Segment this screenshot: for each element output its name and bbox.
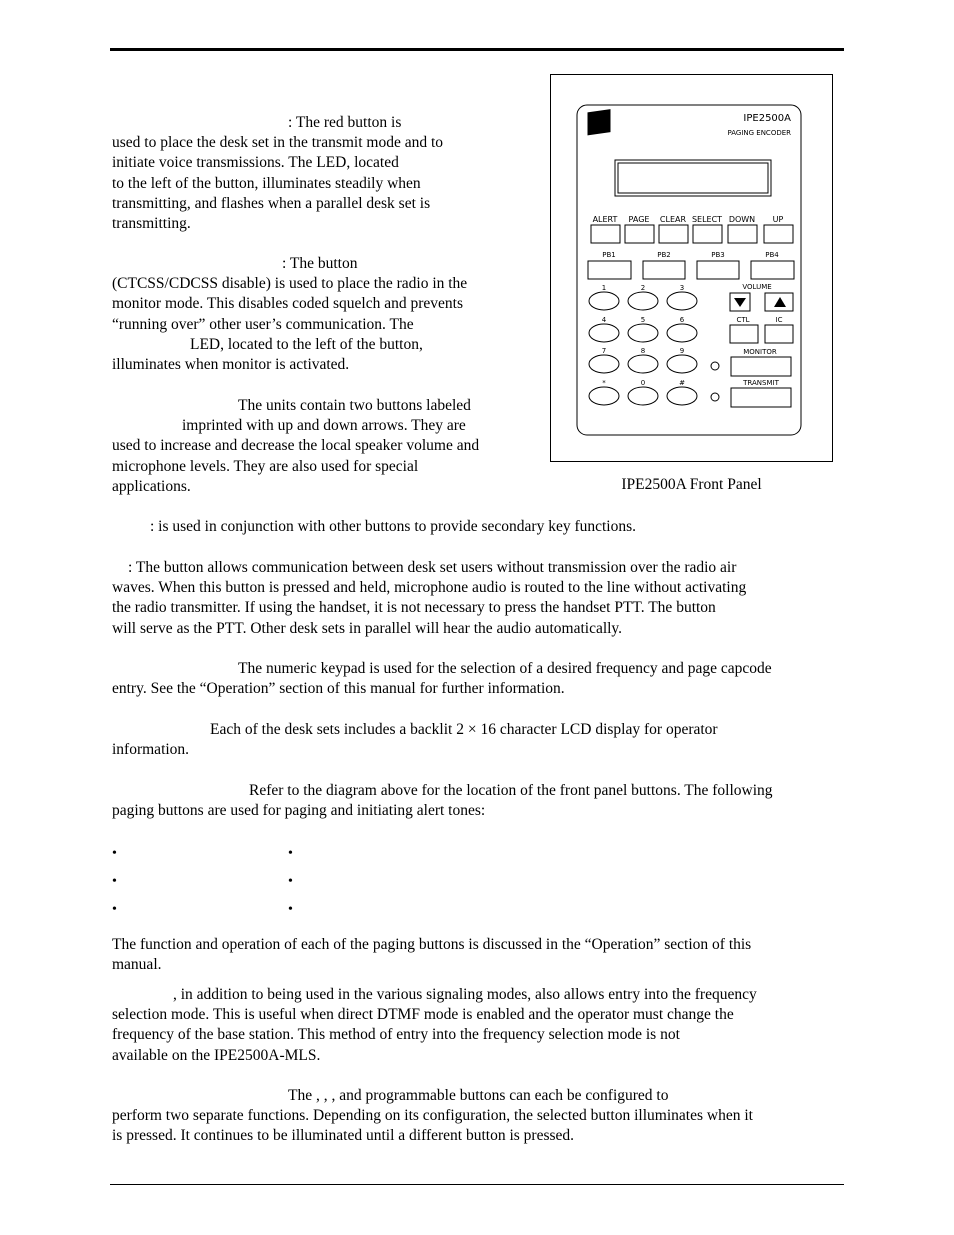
key-label: 5 (640, 316, 646, 324)
text-line: manual. (112, 956, 162, 974)
monitor-paragraph (112, 254, 467, 375)
transmit-paragraph (112, 113, 443, 234)
text-line: entry. See the “Operation” section of this manual for further information. (112, 680, 565, 698)
text-line: , in addition to being used in the various signaling modes, also allows entry into the frequency (173, 986, 757, 1003)
key-label: 9 (679, 347, 685, 355)
ic-label: IC (775, 316, 783, 324)
text-line: “running over” other user’s communication. The (112, 315, 414, 333)
ctl-label: CTL (736, 316, 750, 324)
page-label: PAGE (628, 215, 650, 224)
up-arrow-icon (774, 297, 786, 307)
text-line: the radio transmitter. If using the handset, it is not necessary to press the handset PTT. The button (112, 599, 716, 617)
text-line: : is used in conjunction with other buttons to provide secondary key functions. (150, 518, 637, 535)
text-line: imprinted with up and down arrows. They are (182, 417, 466, 435)
footer-rule (110, 1184, 844, 1185)
pb3-label: PB3 (711, 251, 725, 259)
front-panel-drawing (551, 75, 832, 461)
function-paragraph (112, 935, 751, 975)
lcd-paragraph (112, 720, 718, 760)
bullet: • (288, 902, 293, 917)
programmable-paragraph (112, 1086, 753, 1147)
key-label: 1 (601, 284, 607, 292)
subtitle-label: PAGING ENCODER (727, 129, 791, 137)
clear-label: CLEAR (659, 215, 687, 224)
key-label: # (679, 379, 685, 387)
monitor-label: MONITOR (743, 348, 777, 356)
pb2-label: PB2 (657, 251, 671, 259)
bullet: • (112, 846, 117, 861)
text-line: waves. When this button is pressed and held, microphone audio is routed to the line without activating (112, 579, 747, 597)
key-label: 7 (601, 347, 607, 355)
ctl-paragraph (150, 517, 636, 537)
text-line: The , , , and programmable buttons can each be configured to (288, 1087, 669, 1104)
figure-caption: IPE2500A Front Panel (621, 476, 762, 493)
front-panel-figure (550, 74, 833, 462)
volume-paragraph (112, 396, 479, 497)
text-line: transmitting, and flashes when a parallel desk set is (112, 194, 431, 212)
key-label: * (602, 379, 606, 387)
pb1-label: PB1 (602, 251, 616, 259)
volume-label: VOLUME (742, 283, 772, 291)
text-line: perform two separate functions. Depending on its configuration, the selected button illuminates when it (112, 1107, 753, 1125)
text-line: paging buttons are used for paging and initiating alert tones: (112, 802, 486, 820)
text-line: : The button (282, 255, 358, 272)
text-line: The units contain two buttons labeled (238, 397, 471, 414)
select-label: SELECT (691, 215, 723, 224)
text-line: LED, located to the left of the button, (190, 335, 423, 353)
model-label: IPE2500A (743, 113, 791, 124)
bullet: • (112, 902, 117, 917)
text-line: : The button allows communication between desk set users without transmission over the radio air (128, 559, 737, 576)
text-line: microphone levels. They are also used for special (112, 457, 419, 475)
text-line: initiate voice transmissions. The LED, located (112, 154, 399, 172)
bullet: • (288, 846, 293, 861)
key-label: 6 (679, 316, 685, 324)
keypad-paragraph (112, 659, 772, 699)
alert-label: ALERT (592, 215, 618, 224)
logo-icon (588, 110, 610, 135)
text-line: will serve as the PTT. Other desk sets in parallel will hear the audio automatically. (112, 619, 623, 637)
text-line: monitor mode. This disables coded squelch and prevents (112, 295, 463, 313)
text-line: : The red button is (288, 114, 402, 131)
ic-paragraph (112, 558, 746, 639)
text-line: Each of the desk sets includes a backlit 2 × 16 character LCD display for operator (210, 721, 718, 738)
text-line: to the left of the button, illuminates steadily when (112, 174, 421, 192)
text-line: available on the IPE2500A-MLS. (112, 1046, 321, 1064)
text-line: used to place the desk set in the transmit mode and to (112, 134, 444, 152)
key-label: 8 (640, 347, 646, 355)
text-line: illuminates when monitor is activated. (112, 356, 350, 374)
bullet: • (288, 874, 293, 889)
text-line: transmitting. (112, 215, 191, 233)
text-line: Refer to the diagram above for the location of the front panel buttons. The following (249, 782, 773, 799)
text-line: (CTCSS/CDCSS disable) is used to place the radio in the (112, 275, 468, 293)
text-line: is pressed. It continues to be illuminated until a different button is pressed. (112, 1127, 575, 1145)
header-rule (110, 48, 844, 51)
up-label: UP (772, 215, 784, 224)
text-line: selection mode. This is useful when direct DTMF mode is enabled and the operator must change the (112, 1006, 734, 1024)
lcd-inner (618, 163, 768, 193)
text-line: frequency of the base station. This method of entry into the frequency selection mode is not (112, 1026, 680, 1044)
text-line: The function and operation of each of the paging buttons is discussed in the “Operation” section of this (112, 936, 752, 953)
key-label: 4 (601, 316, 607, 324)
select-paragraph (112, 985, 757, 1066)
text-line: information. (112, 741, 190, 759)
transmit-label: TRANSMIT (743, 379, 779, 387)
bullet: • (112, 874, 117, 889)
key-label: 2 (640, 284, 646, 292)
lcd-display (615, 160, 771, 196)
text-line: applications. (112, 477, 191, 495)
paging-paragraph (112, 781, 773, 821)
key-label: 3 (679, 284, 685, 292)
pb4-label: PB4 (765, 251, 779, 259)
key-label: 0 (640, 379, 646, 387)
text-line: The numeric keypad is used for the selection of a desired frequency and page capcode (238, 660, 772, 677)
down-label: DOWN (728, 215, 756, 224)
down-arrow-icon (734, 298, 746, 307)
text-line: used to increase and decrease the local speaker volume and (112, 437, 480, 455)
